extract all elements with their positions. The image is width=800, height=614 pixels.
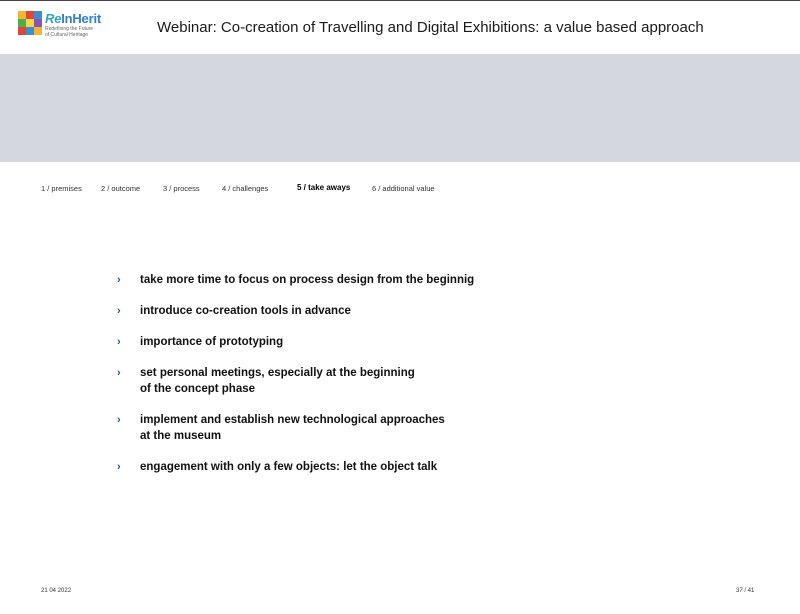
list-item [117,365,677,397]
chevron-right-icon: › [117,305,121,317]
footer-date: 21 04 2022 [41,588,72,594]
nav-item-outcome[interactable]: 2 / outcome [101,184,141,193]
slide-header [0,0,800,54]
list-item-text: at the museum [140,430,222,442]
chevron-right-icon: › [117,414,121,426]
list-item-text: importance of prototyping [140,336,284,348]
chevron-right-icon: › [117,274,121,286]
nav-item-challenges[interactable]: 4 / challenges [222,184,269,193]
chevron-right-icon: › [117,461,121,473]
logo-tagline: Redefining the Future of Cultural Heritage [45,26,94,38]
slide-title: Webinar: Co-creation of Travelling and Digital Exhibitions: a value based approach [157,19,704,36]
takeaways-list [117,272,677,490]
list-item [117,303,677,319]
logo-brand-text: ReInHerit [45,11,101,26]
list-item [117,272,677,288]
list-item-text: take more time to focus on process design from the beginnig [140,274,475,286]
list-item-text: set personal meetings, especially at the beginning [140,367,415,379]
list-item-text: of the concept phase [140,383,256,395]
reinherit-logo [18,11,128,43]
nav-item-process[interactable]: 3 / process [163,184,200,193]
list-item [117,412,677,444]
list-item [117,459,677,475]
header-banner [0,54,800,162]
mosaic-logo-icon [18,11,42,35]
chevron-right-icon: › [117,367,121,379]
list-item-text: introduce co-creation tools in advance [140,305,351,317]
chevron-right-icon: › [117,336,121,348]
nav-item-premises[interactable]: 1 / premises [41,184,82,193]
list-item-text: engagement with only a few objects: let the object talk [140,461,438,473]
section-nav [0,184,800,198]
page-number: 37 / 41 [736,588,755,594]
nav-item-additional-value[interactable]: 6 / additional value [372,184,435,193]
nav-item-take-aways[interactable]: 5 / take aways [297,183,351,192]
list-item [117,334,677,350]
list-item-text: implement and establish new technological approaches [140,414,445,426]
